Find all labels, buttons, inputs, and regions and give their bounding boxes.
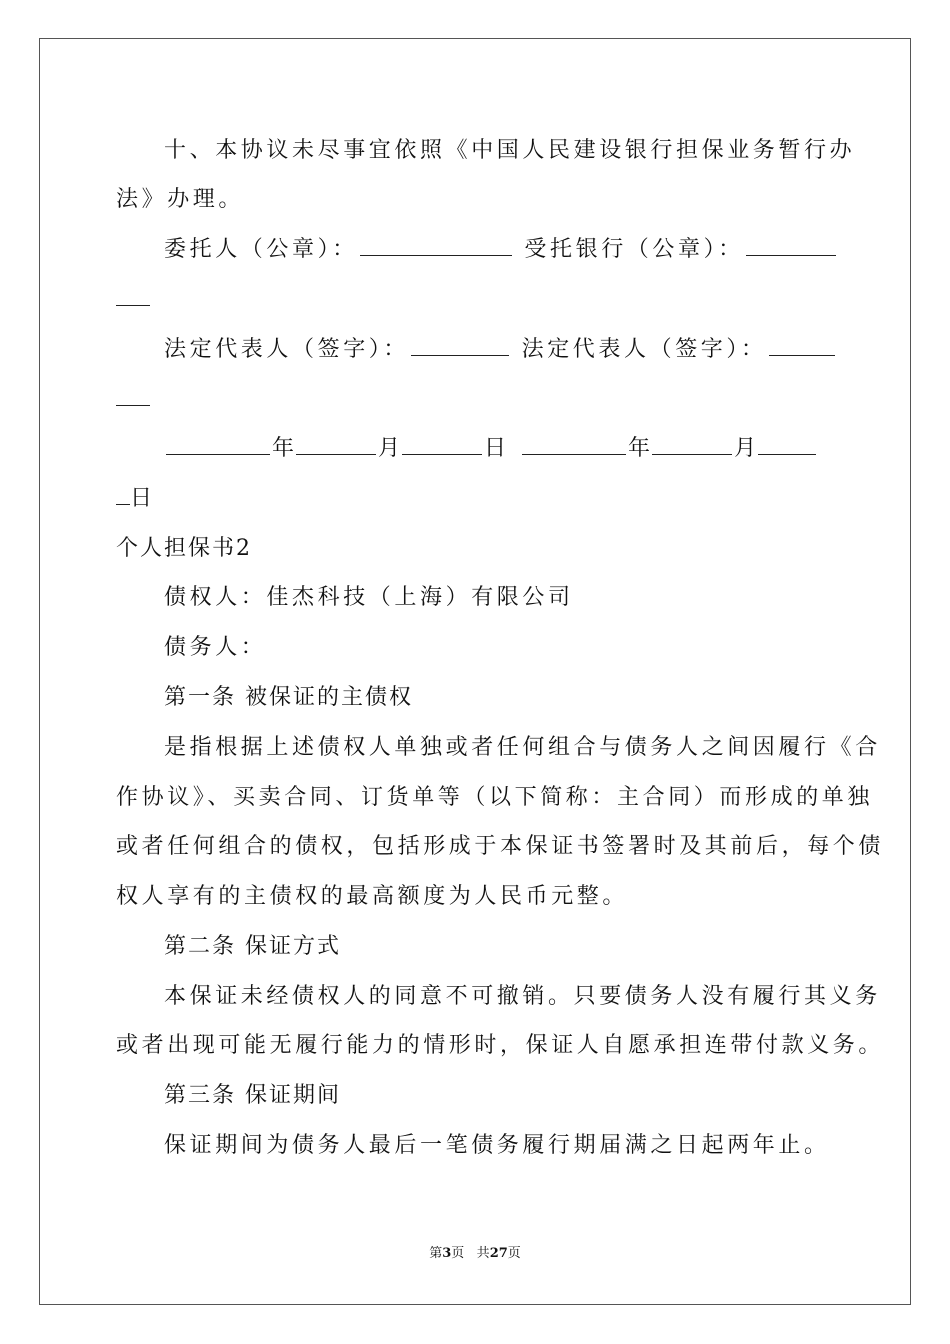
bank-blank-cont xyxy=(116,285,150,306)
footer-page-suffix: 页 xyxy=(451,1246,465,1261)
bank-label: 受托银行（公章）： xyxy=(524,237,744,262)
month-label-2: 月 xyxy=(734,436,757,461)
year-blank-1 xyxy=(166,434,270,455)
legal-rep-blank-cont xyxy=(116,385,150,406)
month-blank-1 xyxy=(296,434,376,455)
month-label-1: 月 xyxy=(378,436,401,461)
article-1-para-line-2: 作协议》、买卖合同、订货单等（以下简称：主合同）而形成的单独 xyxy=(116,785,874,810)
footer-prefix: 第 xyxy=(429,1246,443,1261)
article-2-para-line-2: 或者出现可能无履行能力的情形时，保证人自愿承担连带付款义务。 xyxy=(116,1033,885,1058)
year-label-1: 年 xyxy=(272,436,295,461)
signature-line-entrustor-cont xyxy=(116,285,836,315)
article-2-para-line-1: 本保证未经债权人的同意不可撤销。只要债务人没有履行其义务 xyxy=(164,984,881,1009)
article-1-para-line-1: 是指根据上述债权人单独或者任何组合与债务人之间因履行《合 xyxy=(164,735,881,760)
day-blank-1 xyxy=(402,434,482,455)
footer-total-prefix: 共 xyxy=(476,1246,490,1261)
bank-blank xyxy=(746,235,836,256)
legal-rep-blank-1 xyxy=(411,335,509,356)
legal-rep-label-1: 法定代表人（签字）： xyxy=(164,337,410,362)
article-1-title: 第一条 被保证的主债权 xyxy=(164,685,413,710)
year-label-2: 年 xyxy=(628,436,651,461)
date-line-cont xyxy=(116,484,836,514)
page-frame xyxy=(39,38,911,1305)
clause-10-line-2: 法》办理。 xyxy=(116,187,245,212)
entrustor-label: 委托人（公章）： xyxy=(164,237,358,262)
entrustor-blank xyxy=(360,235,512,256)
day-blank-2-cont xyxy=(116,484,130,505)
footer-total-suffix: 页 xyxy=(507,1246,521,1261)
clause-10-line-1: 十、本协议未尽事宜依照《中国人民建设银行担保业务暂行办 xyxy=(164,138,856,163)
signature-line-entrustor xyxy=(116,235,884,265)
article-1-para-line-4: 权人享有的主债权的最高额度为人民币元整。 xyxy=(116,884,629,909)
debtor-line: 债务人： xyxy=(164,635,267,660)
creditor-line: 债权人：佳杰科技（上海）有限公司 xyxy=(164,585,574,610)
date-line xyxy=(116,434,884,464)
signature-line-legal-rep xyxy=(116,335,884,365)
article-2-title: 第二条 保证方式 xyxy=(164,934,341,959)
legal-rep-label-2: 法定代表人（签字）： xyxy=(521,337,767,362)
article-3-para-line-1: 保证期间为债务人最后一笔债务履行期届满之日起两年止。 xyxy=(164,1133,830,1158)
year-blank-2 xyxy=(522,434,626,455)
section-title: 个人担保书2 xyxy=(116,536,252,561)
footer-total-pages: 27 xyxy=(489,1246,508,1261)
page-footer xyxy=(0,1246,950,1262)
month-blank-2 xyxy=(652,434,732,455)
legal-rep-blank-2 xyxy=(769,335,835,356)
signature-line-legal-rep-cont xyxy=(116,385,836,415)
article-3-title: 第三条 保证期间 xyxy=(164,1083,341,1108)
footer-page-number: 3 xyxy=(442,1246,452,1261)
day-label-1: 日 xyxy=(484,436,507,461)
article-1-para-line-3: 或者任何组合的债权，包括形成于本保证书签署时及其前后，每个债 xyxy=(116,834,885,859)
day-blank-2 xyxy=(758,434,816,455)
day-label-2: 日 xyxy=(130,486,153,511)
